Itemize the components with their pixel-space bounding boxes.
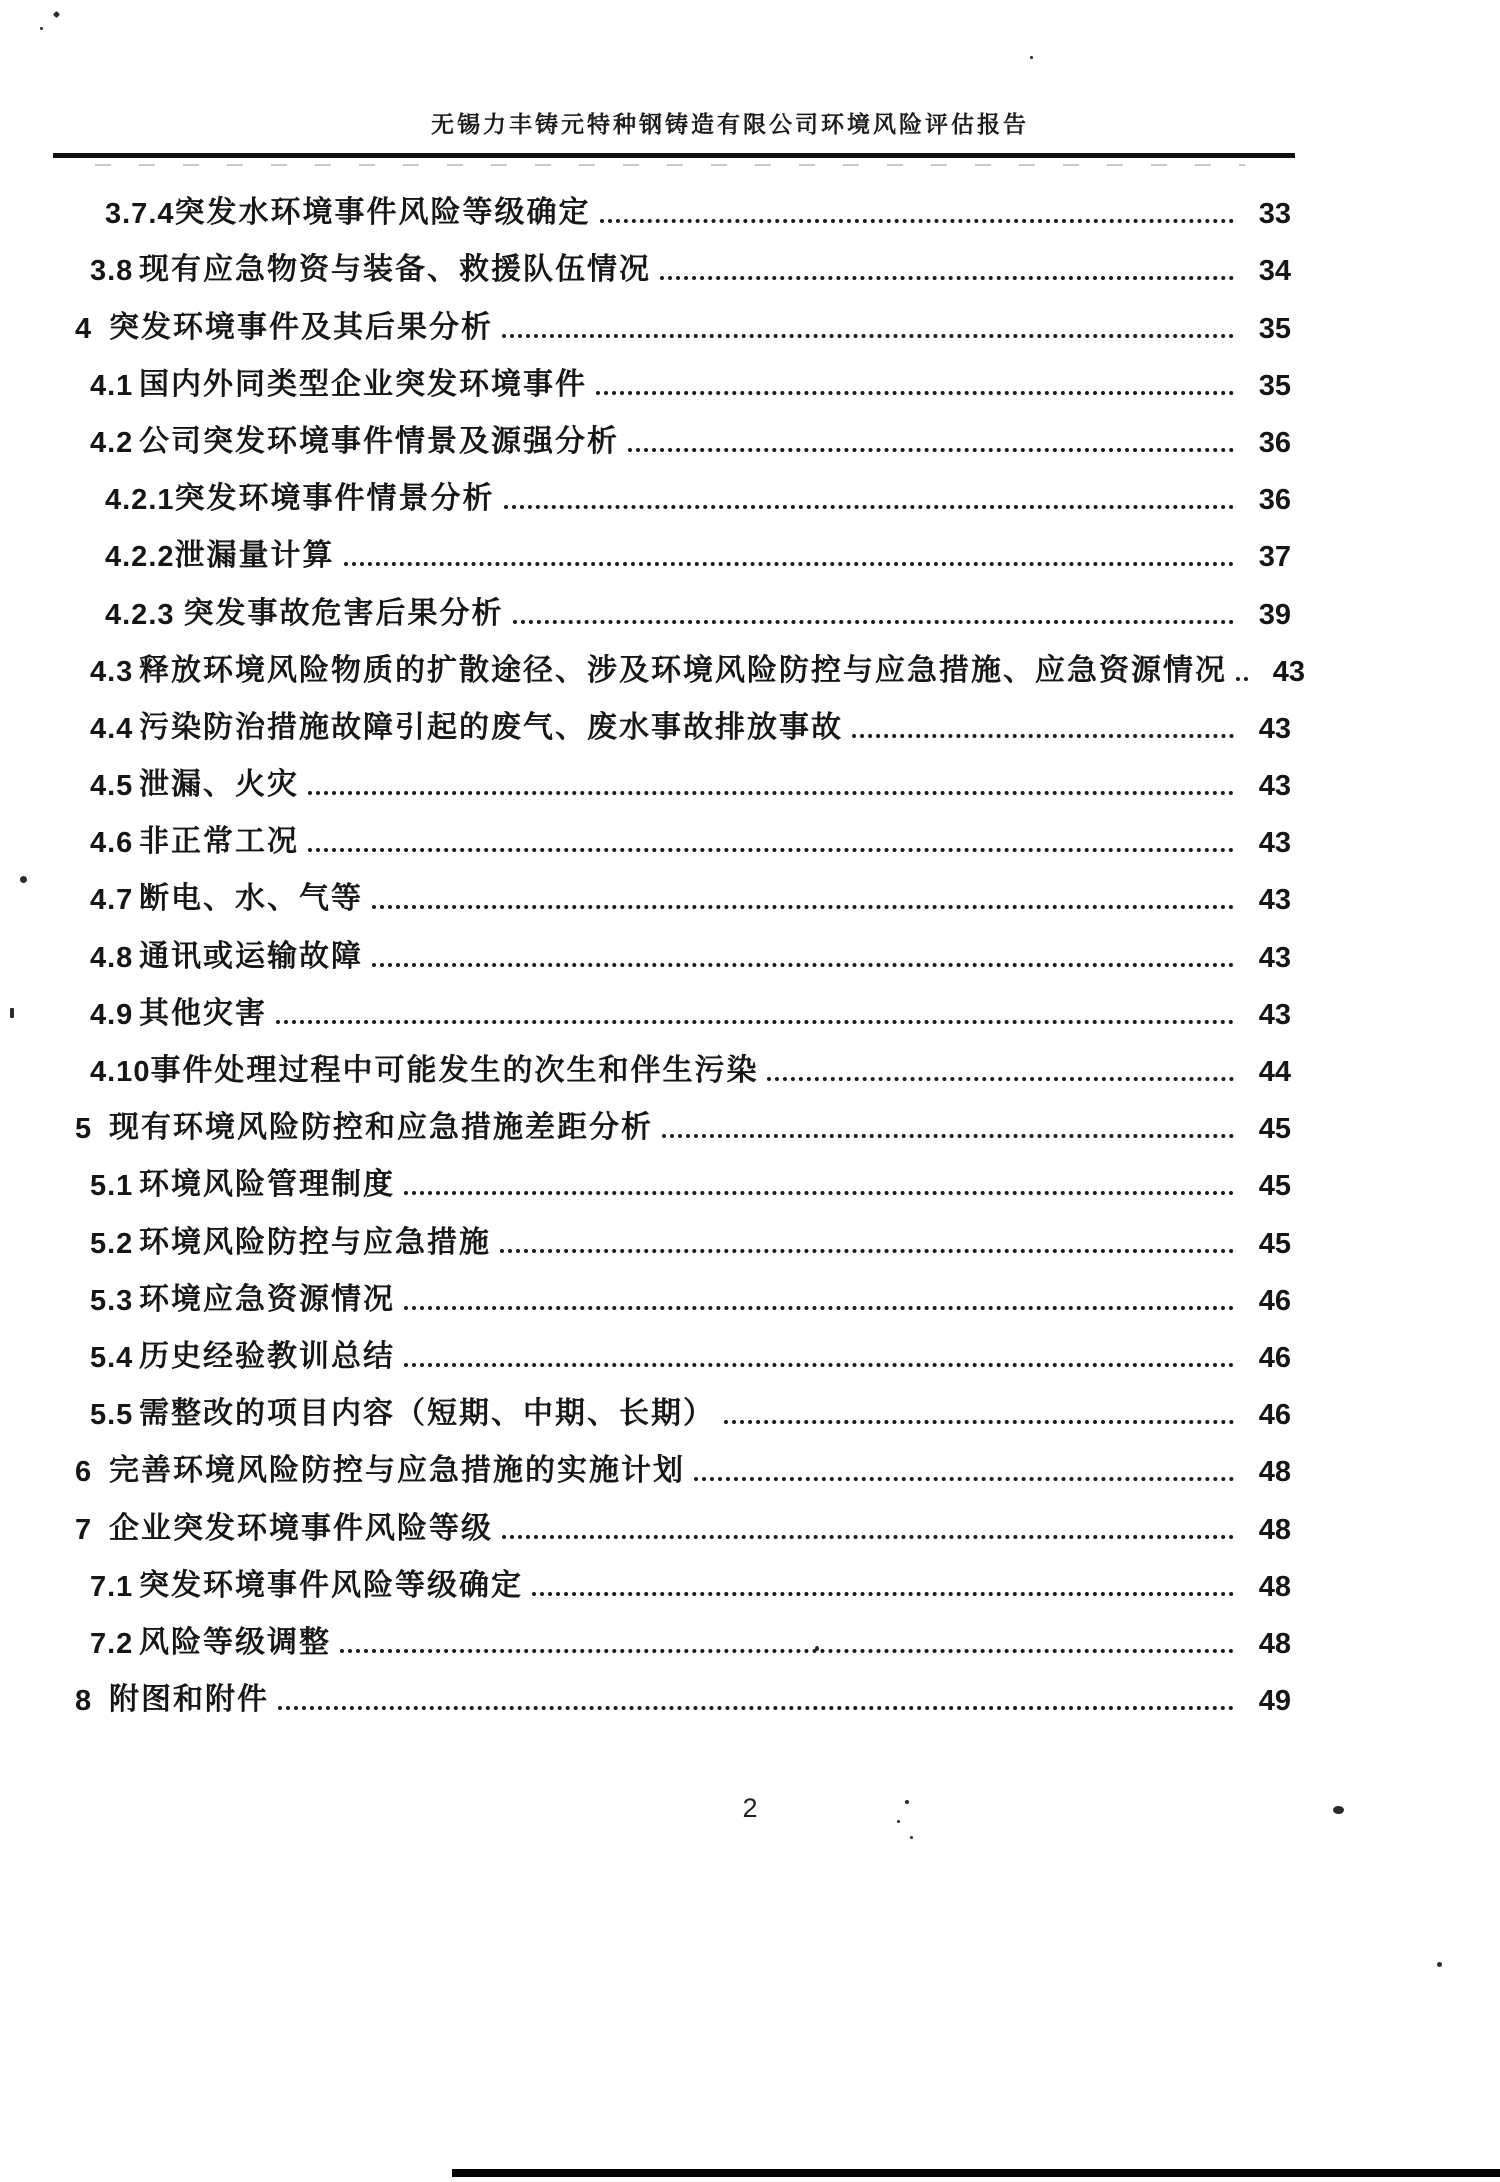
toc-entry-number: 7.1 [90, 1570, 134, 1603]
toc-entry-number: 4.9 [90, 998, 134, 1031]
toc-leader-dots [404, 1306, 1234, 1310]
toc-entry-page: 46 [1258, 1284, 1291, 1317]
toc-row [75, 1497, 1291, 1554]
toc-entry-page: 45 [1258, 1113, 1291, 1146]
toc-entry-page: 34 [1258, 255, 1291, 288]
toc-entry-title: 现有环境风险防控和应急措施差距分析 [109, 1111, 653, 1145]
toc-entry-number: 7 [75, 1513, 93, 1546]
toc-entry-title: 泄漏、火灾 [139, 768, 299, 802]
toc-entry-number: 4.10 [90, 1056, 151, 1088]
toc-leader-dots [1236, 677, 1248, 681]
toc-leader-dots [660, 276, 1234, 280]
toc-entry-number: 4.5 [90, 770, 134, 803]
toc-leader-dots [504, 505, 1235, 509]
toc-leader-dots [278, 1706, 1234, 1710]
toc-leader-dots [852, 734, 1234, 738]
toc-entry-page: 43 [1258, 941, 1291, 974]
footer-page-number: 2 [742, 1793, 758, 1823]
toc-entry-title: 环境风险防控与应急措施 [139, 1225, 491, 1259]
toc-entry-title: 突发环境事件情景分析 [174, 482, 495, 516]
toc-row [75, 1097, 1291, 1154]
toc-leader-dots [344, 562, 1235, 566]
toc-row [75, 468, 1291, 525]
toc-entry-page: 43 [1258, 712, 1291, 745]
toc-leader-dots [340, 1649, 1234, 1653]
toc-entry-page: 39 [1258, 598, 1291, 631]
toc-entry-number: 5.2 [90, 1227, 134, 1260]
toc-entry-title: 突发环境事件及其后果分析 [109, 310, 493, 344]
toc-entry-page: 35 [1258, 369, 1291, 402]
scan-speck [897, 1820, 900, 1823]
toc-entry-number: 4.7 [90, 884, 134, 917]
toc-row [75, 582, 1291, 639]
toc-entry-title: 历史经验教训总结 [139, 1339, 395, 1373]
header-rule-shadow [95, 164, 1245, 166]
toc-row [75, 1269, 1291, 1326]
toc-entry-number: 4.2 [90, 426, 134, 459]
toc-entry-number: 3.8 [90, 255, 134, 288]
toc-leader-dots [662, 1134, 1234, 1138]
toc-entry-title: 企业突发环境事件风险等级 [109, 1511, 493, 1545]
toc-leader-dots [404, 1191, 1234, 1195]
toc-entry-page: 43 [1258, 998, 1291, 1031]
toc-entry-title: 其他灾害 [139, 996, 267, 1030]
scan-speck [1030, 56, 1033, 59]
toc-leader-dots [372, 905, 1234, 909]
toc-entry-page: 48 [1258, 1513, 1291, 1546]
toc-entry-page: 49 [1258, 1685, 1291, 1718]
toc-entry-title: 断电、水、气等 [139, 882, 363, 916]
toc-leader-dots [404, 1363, 1234, 1367]
toc-entry-number: 4.3 [90, 655, 134, 688]
toc-entry-number: 5 [75, 1113, 93, 1146]
toc-leader-dots [502, 334, 1234, 338]
toc-row [75, 354, 1291, 411]
toc-row [75, 1440, 1291, 1497]
page-title: 无锡力丰铸元特种钢铸造有限公司环境风险评估报告 [431, 111, 1029, 137]
toc-entry-title: 公司突发环境事件情景及源强分析 [139, 424, 619, 458]
toc-row [75, 411, 1291, 468]
toc-entry-number: 5.3 [90, 1284, 134, 1317]
toc-entry-page: 43 [1258, 827, 1291, 860]
toc-entry-number: 8 [75, 1685, 93, 1718]
toc-entry-title: 环境应急资源情况 [139, 1282, 395, 1316]
toc-entry-number: 6 [75, 1456, 93, 1489]
toc-entry-number: 4.2.3 [105, 598, 175, 631]
toc-row [75, 640, 1305, 697]
toc-list [75, 182, 1305, 1726]
toc-row [75, 925, 1291, 982]
toc-entry-title: 现有应急物资与装备、救援队伍情况 [139, 253, 651, 287]
toc-row [75, 697, 1291, 754]
toc-entry-page: 45 [1258, 1227, 1291, 1260]
toc-entry-page: 45 [1258, 1170, 1291, 1203]
toc-entry-page: 36 [1258, 484, 1291, 517]
scan-speck [53, 11, 60, 18]
toc-entry-title: 国内外同类型企业突发环境事件 [139, 367, 587, 401]
toc-row [75, 182, 1291, 239]
bottom-scan-artifact [452, 2169, 1500, 2177]
scan-speck [910, 1836, 913, 1839]
toc-entry-page: 37 [1258, 541, 1291, 574]
toc-entry-title: 突发水环境事件风险等级确定 [174, 196, 591, 230]
toc-entry-number: 4.6 [90, 827, 134, 860]
scan-speck [1437, 1962, 1442, 1967]
toc-entry-title: 附图和附件 [109, 1683, 269, 1717]
toc-entry-title: 通讯或运输故障 [139, 939, 363, 973]
toc-entry-page: 43 [1258, 770, 1291, 803]
toc-entry-title: 泄漏量计算 [174, 539, 335, 573]
scan-speck [10, 1008, 14, 1018]
toc-row [75, 1555, 1291, 1612]
toc-leader-dots [372, 963, 1234, 967]
toc-leader-dots [724, 1420, 1234, 1424]
toc-entry-number: 4.2.1 [105, 484, 175, 517]
toc-entry-page: 48 [1258, 1627, 1291, 1660]
toc-row [75, 296, 1291, 353]
toc-entry-title: 风险等级调整 [139, 1625, 331, 1659]
toc-entry-number: 5.4 [90, 1341, 134, 1374]
toc-entry-number: 5.1 [90, 1170, 134, 1203]
toc-entry-number: 7.2 [90, 1627, 134, 1660]
toc-entry-number: 4.8 [90, 941, 134, 974]
toc-entry-page: 36 [1258, 426, 1291, 459]
toc-row [75, 239, 1291, 296]
toc-entry-number: 4.2.2 [105, 541, 175, 574]
toc-entry-title: 需整改的项目内容（短期、中期、长期） [139, 1397, 715, 1431]
toc-row [75, 983, 1291, 1040]
scan-speck [905, 1800, 909, 1804]
toc-row [75, 1154, 1291, 1211]
toc-leader-dots [502, 1535, 1234, 1539]
header-rule [53, 153, 1295, 158]
scan-speck [815, 1646, 819, 1651]
toc-row [75, 1669, 1291, 1726]
toc-leader-dots [308, 848, 1234, 852]
toc-entry-title: 环境风险管理制度 [139, 1168, 395, 1202]
toc-entry-number: 4 [75, 312, 93, 345]
scan-speck [40, 27, 43, 30]
toc-entry-page: 46 [1258, 1399, 1291, 1432]
toc-leader-dots [513, 620, 1235, 624]
toc-row [75, 1612, 1291, 1669]
scan-speck [1333, 1806, 1344, 1814]
toc-entry-page: 43 [1272, 655, 1305, 688]
toc-entry-page: 46 [1258, 1341, 1291, 1374]
toc-entry-page: 48 [1258, 1456, 1291, 1489]
toc-entry-page: 44 [1258, 1056, 1291, 1088]
toc-row [75, 754, 1291, 811]
toc-row [75, 1326, 1291, 1383]
toc-leader-dots [276, 1020, 1234, 1024]
toc-entry-title: 突发环境事件风险等级确定 [139, 1568, 523, 1602]
toc-entry-page: 33 [1258, 198, 1291, 231]
toc-entry-title: 污染防治措施故障引起的废气、废水事故排放事故 [139, 710, 843, 744]
toc-entry-title: 突发事故危害后果分析 [183, 596, 504, 630]
toc-row [75, 525, 1291, 582]
toc-entry-title: 事件处理过程中可能发生的次生和伴生污染 [150, 1054, 759, 1087]
toc-entry-page: 43 [1258, 884, 1291, 917]
toc-leader-dots [596, 391, 1234, 395]
toc-entry-number: 4.4 [90, 712, 134, 745]
toc-row [75, 1383, 1291, 1440]
scan-speck [20, 876, 27, 883]
toc-entry-number: 4.1 [90, 369, 134, 402]
toc-row [75, 1040, 1291, 1097]
toc-leader-dots [694, 1477, 1234, 1481]
toc-row [75, 1211, 1291, 1268]
toc-leader-dots [767, 1077, 1234, 1081]
toc-entry-title: 非正常工况 [139, 825, 299, 859]
toc-leader-dots [500, 1249, 1234, 1253]
toc-row [75, 868, 1291, 925]
toc-leader-dots [628, 448, 1234, 452]
toc-row [75, 811, 1291, 868]
toc-entry-number: 5.5 [90, 1399, 134, 1432]
toc-leader-dots [600, 219, 1235, 223]
toc-entry-title: 完善环境风险防控与应急措施的实施计划 [109, 1454, 685, 1488]
toc-entry-page: 48 [1258, 1570, 1291, 1603]
toc-entry-page: 35 [1258, 312, 1291, 345]
toc-entry-title: 释放环境风险物质的扩散途径、涉及环境风险防控与应急措施、应急资源情况 [139, 653, 1227, 687]
toc-entry-number: 3.7.4 [105, 198, 175, 231]
toc-leader-dots [532, 1592, 1234, 1596]
toc-leader-dots [308, 791, 1234, 795]
